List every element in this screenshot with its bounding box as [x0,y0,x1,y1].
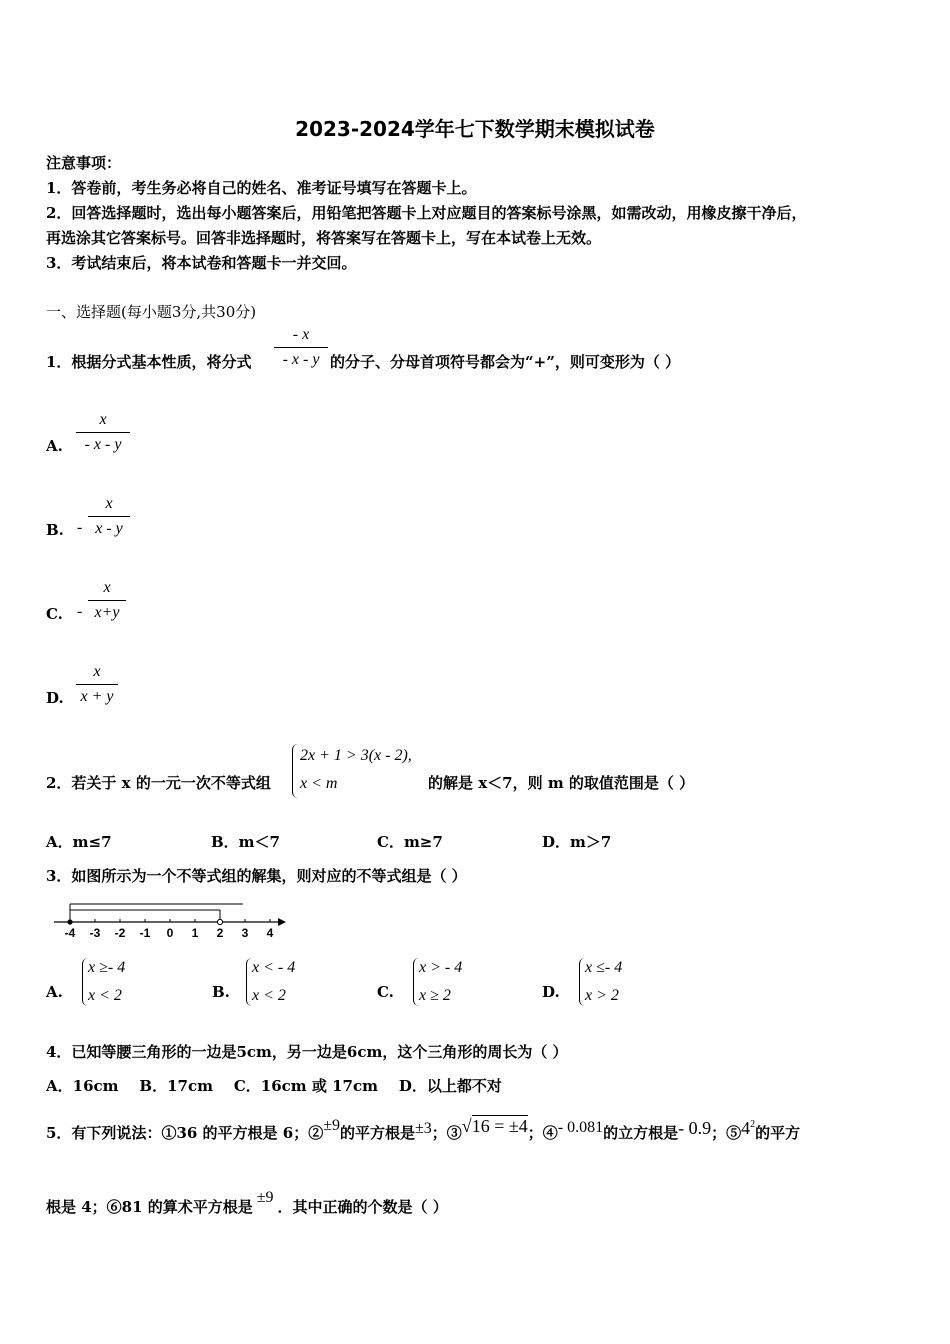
q1-option-b-label: B. [46,521,64,539]
q3-number-line [46,896,296,942]
q3-tick-label: 3 [241,926,249,940]
q5-text-4: ；④ [527,1124,558,1142]
q1-option-b-fraction [88,494,130,539]
q2-system-line1: 2x + 1 > 3(x - 2), [300,747,412,764]
q5-math-7: ±9 [256,1189,274,1206]
q1-option-b-den: x - y [95,520,123,537]
q3-option-a-line2: x < 2 [88,987,122,1004]
q1-fraction [274,325,328,370]
q3-option-d-system [585,954,622,1010]
q1-option-d-fraction [76,662,118,707]
q1-option-a-label: A. [46,437,63,455]
q1-option-d-num: x [93,663,101,680]
q3-endpoint-left [67,919,72,924]
notice-item-3: 3．考试结束后，将本试卷和答题卡一并交回。 [46,254,357,272]
q5-sqrt-sign: √ [461,1116,472,1136]
q4-options: A．16cm B．17cm C．16cm 或 17cm D．以上都不对 [46,1077,502,1095]
q3-option-c-line1: x > - 4 [419,959,463,976]
q5-math-6-exp: 2 [750,1119,756,1130]
q5-text-3: ；③ [431,1124,462,1142]
q5-math-1: ±9 [323,1117,340,1134]
q1-option-c-num: x [103,579,111,596]
q1-option-c-fraction [88,578,126,623]
q5-math-2: ±3 [415,1120,432,1137]
q3-tick-label: -4 [64,926,76,940]
q5-line-1 [46,1116,801,1143]
q1-option-a-fraction [76,410,130,455]
q1-option-b-num: x [105,495,113,512]
q3-option-b-line1: x < - 4 [252,959,296,976]
q3-tick-label: 0 [166,926,174,940]
q5-math-5: - 0.9 [678,1118,712,1138]
q3-option-c-system [419,954,462,1010]
q5-math-6: 4 [741,1118,751,1138]
q3-option-a-system [88,954,125,1010]
q2-system-line2: x < m [300,775,338,792]
notice-item-2-cont: 再选涂其它答案标号。回答非选择题时，将答案写在答题卡上，写在本试卷上无效。 [46,229,602,247]
q3-option-a-label: A. [46,983,63,1001]
q3-endpoint-right [217,919,222,924]
q3-option-b-line2: x < 2 [252,987,286,1004]
q3-tick-label: 2 [216,926,224,940]
q5-text-6: ；⑤ [711,1124,742,1142]
q2-brace [292,744,299,798]
q3-option-a-line1: x ≥- 4 [88,959,126,976]
q3-tick-label: -1 [139,926,151,940]
q3-stem: 3．如图所示为一个不等式组的解集，则对应的不等式组是（ ） [46,867,467,885]
q5-math-3: 16 = ±4 [471,1116,528,1136]
q3-option-d-line1: x ≤- 4 [585,959,623,976]
q1-option-c-sign: - [77,603,83,620]
notice-heading: 注意事项： [46,154,122,172]
q2-option-a: A．m≤7 [46,833,112,851]
q1-option-c-den: x+y [94,604,120,621]
q1-stem-post: 的分子、分母首项符号都会为“+”，则可变形为（ ） [330,353,681,371]
q1-option-a-den: - x - y [84,436,122,453]
q3-tick-label: 1 [191,926,199,940]
q1-option-a-num: x [99,411,107,428]
q3-axis-arrow [278,918,286,926]
page-title: 2023-2024学年七下数学期末模拟试卷 [295,117,655,141]
q5-text-5: 的立方根是 [603,1124,679,1142]
q3-option-d-label: D. [542,983,560,1001]
notice-item-1: 1．答卷前，考生务必将自己的姓名、准考证号填写在答题卡上。 [46,179,477,197]
q5-text-9: ．其中正确的个数是（ ） [277,1198,448,1216]
q1-stem-pre: 1．根据分式基本性质，将分式 [46,353,252,371]
q2-option-d: D．m＞7 [542,833,612,851]
q5-line-2 [46,1189,448,1217]
q3-tick-label: -2 [114,926,126,940]
q5-text-7: 的平方 [755,1124,801,1142]
q5-text-1: 5．有下列说法：①36 的平方根是 6；② [46,1124,324,1142]
q3-tick-label: 4 [266,926,274,940]
q1-option-c-label: C. [46,605,63,623]
q1-option-d-den: x + y [80,688,114,705]
q1-fraction-den: - x - y [282,351,320,368]
section-heading: 一、选择题(每小题3分,共30分) [46,303,257,321]
q5-math-4: - 0.081 [557,1119,604,1136]
q5-text-2: 的平方根是 [339,1124,415,1142]
q2-stem-pre: 2．若关于 x 的一元一次不等式组 [46,774,271,792]
q1-option-d-label: D. [46,689,64,707]
q3-option-c-label: C. [377,983,394,1001]
q3-option-b-label: B. [212,983,230,1001]
q2-option-b: B．m＜7 [211,833,280,851]
q3-option-b-system [252,954,295,1010]
q3-tick-label: -3 [89,926,101,940]
q2-system [300,742,412,798]
q2-stem-post: 的解是 x＜7，则 m 的取值范围是（ ） [428,774,695,792]
q1-option-b-sign: - [77,519,83,536]
q2-option-c: C．m≥7 [377,833,443,851]
q5-sqrt [462,1116,528,1137]
q3-option-c-line2: x ≥ 2 [419,987,451,1004]
q1-fraction-num: - x [292,326,310,343]
q5-text-8: 根是 4；⑥81 的算术平方根是 [46,1198,253,1216]
notice-item-2: 2．回答选择题时，选出每小题答案后，用铅笔把答题卡上对应题目的答案标号涂黑，如需改动，用橡皮擦干净后， [46,204,807,222]
q3-option-d-line2: x > 2 [585,987,619,1004]
q5-power [741,1118,755,1139]
q4-stem: 4．已知等腰三角形的一边是5cm，另一边是6cm，这个三角形的周长为（ ） [46,1043,568,1061]
